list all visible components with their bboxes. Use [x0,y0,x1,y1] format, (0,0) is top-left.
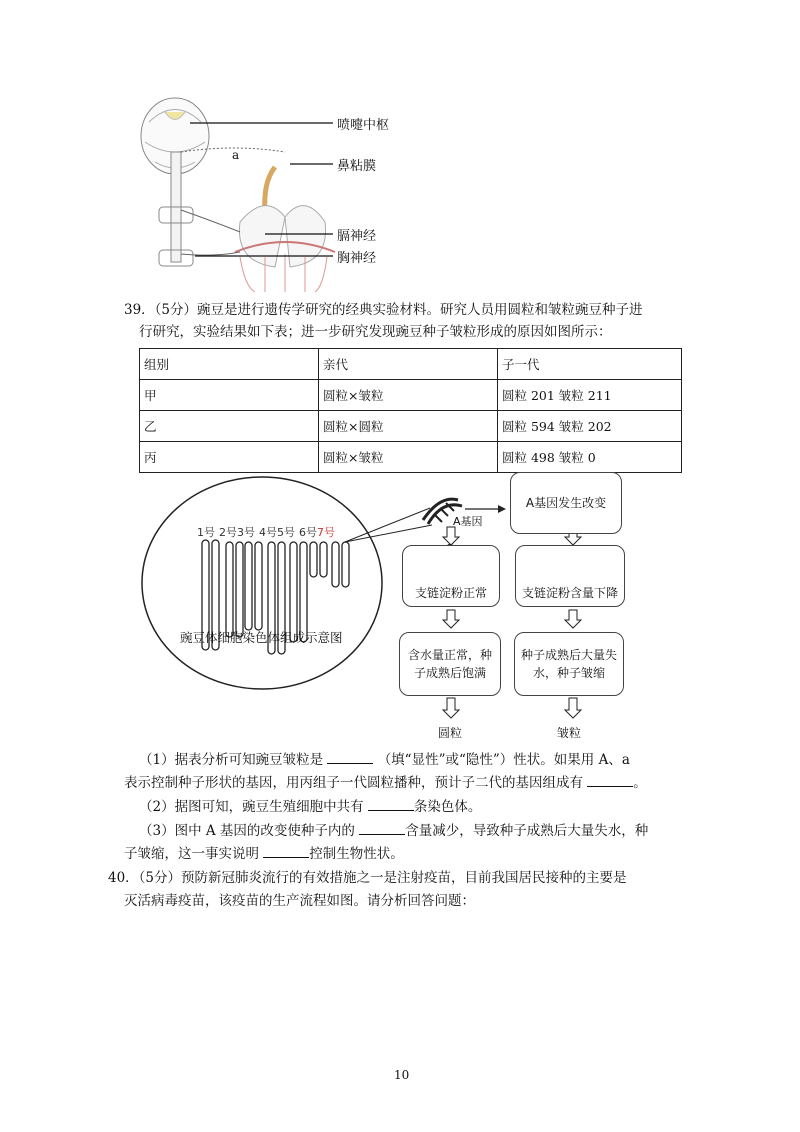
table-header: 子一代 [498,349,682,380]
q39-sub3-line1 [139,820,648,842]
label-nasal-mucosa: 鼻粘膜 [337,159,377,174]
result-round: 圆粒 [438,726,463,740]
table-cell: 圆粒 201 皱粒 211 [498,380,682,411]
q39-sub3-part-c: 子皱缩，这一事实说明 [124,846,259,862]
q39-sub1-part-a: （1）据表分析可知豌豆皱粒是 [139,752,324,768]
q39-line2: 行研究，实验结果如下表；进一步研究发现豌豆种子皱粒形成的原因如图所示： [139,324,612,340]
table-header-row [140,349,682,380]
answer-blank[interactable] [368,796,414,811]
q39-sub2 [139,796,481,818]
answer-blank[interactable] [327,749,373,764]
results-table [139,348,682,473]
q39-sub2-part-a: （2）据图可知，豌豆生殖细胞中共有 [139,799,364,815]
chromosome-labels [197,524,335,540]
result-wrinkled: 皱粒 [557,726,582,740]
table-cell: 圆粒 498 皱粒 0 [498,442,682,473]
table-row [140,380,682,411]
answer-blank[interactable] [263,843,309,858]
label-phrenic-nerve: 膈神经 [337,229,377,244]
q40-line1: 40．（5分）预防新冠肺炎流行的有效措施之一是注射疫苗，目前我国居民接种的主要是 [108,870,627,886]
gene-change-box: A基因发生改变 [510,472,622,534]
q39-sub1-part-c: 表示控制种子形状的基因，用丙组子一代圆粒播种，预计子二代的基因组成有 [124,775,583,791]
q39-sub1-line1 [139,749,630,771]
label-thoracic-nerve: 胸神经 [337,251,377,266]
box-label: 支链淀粉正常 [414,586,487,600]
q39-sub3-part-b: 含量减少，导致种子成熟后大量失水，种 [405,823,649,839]
q39-sub1-part-d: 。 [633,775,647,791]
q39-sub2-part-b: 条染色体。 [413,799,482,815]
table-cell: 圆粒×圆粒 [319,411,498,442]
q39-sub1-part-b: （填“显性”或“隐性”）性状。如果用 A、a [377,752,630,768]
table-cell: 圆粒×皱粒 [319,442,498,473]
page-number: 10 [394,1068,410,1082]
chromosome-label: 7号 [317,526,335,539]
chromosome-label: 3号 [237,526,255,539]
q39-sub1-line2 [124,772,647,794]
chromosome-label: 6号 [299,526,317,539]
circle-caption: 豌豆体细胞染色体组成示意图 [180,630,343,645]
table-row [140,411,682,442]
q39-sub3-line2 [124,843,404,865]
answer-blank[interactable] [359,820,405,835]
starch-decrease-box [515,545,625,607]
q40-line2: 灭活病毒疫苗，该疫苗的生产流程如图。请分析回答问题： [124,893,475,909]
table-cell: 圆粒×皱粒 [319,380,498,411]
table-row [140,442,682,473]
table-cell: 甲 [140,380,319,411]
table-cell: 丙 [140,442,319,473]
q39-sub3-part-a: （3）图中 A 基因的改变使种子内的 [139,823,355,839]
chromosome-label: 5号 [277,526,295,539]
q39-sub3-part-d: 控制生物性状。 [309,846,404,862]
table-header: 组别 [140,349,319,380]
label-letter-a: a [232,148,240,162]
gene-label: A基因 [453,515,483,528]
label-sneeze-center: 喷嚏中枢 [337,118,390,133]
chromosome-label: 1号 [197,526,215,539]
table-cell: 乙 [140,411,319,442]
water-normal-box: 含水量正常，种子成熟后饱满 [399,632,501,696]
chromosome-label: 2号 [219,526,237,539]
table-header: 亲代 [319,349,498,380]
table-cell: 圆粒 594 皱粒 202 [498,411,682,442]
answer-blank[interactable] [587,772,633,787]
water-loss-box: 种子成熟后大量失水，种子皱缩 [514,632,624,696]
q39-line1: 39．（5分）豌豆是进行遗传学研究的经典实验材料。研究人员用圆粒和皱粒豌豆种子进 [124,302,643,318]
starch-normal-box [402,545,500,607]
chromosome-label: 4号 [259,526,277,539]
box-label: 支链淀粉含量下降 [521,586,618,600]
